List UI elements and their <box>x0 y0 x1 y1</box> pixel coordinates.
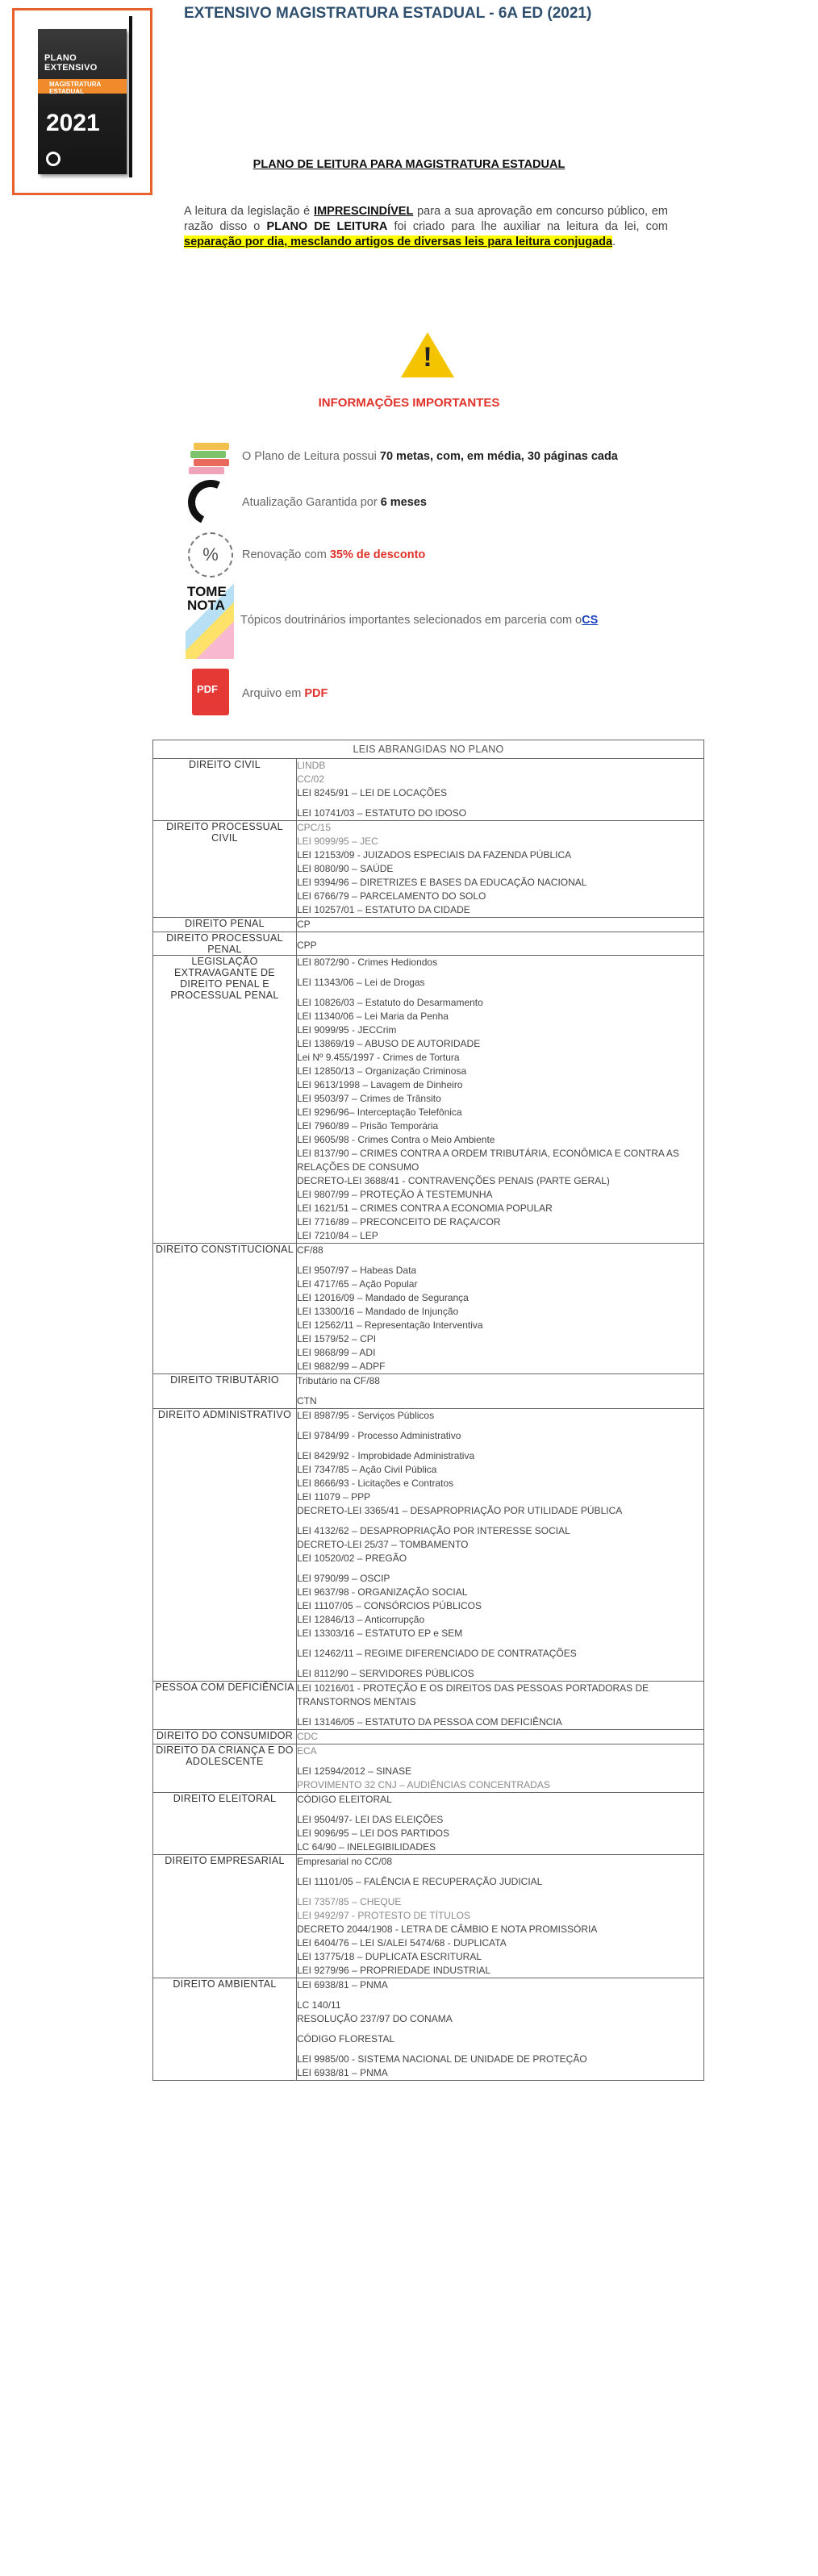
law-item: LEI 12850/13 – Organização Criminosa <box>297 1065 467 1077</box>
law-item: LEI 12594/2012 – SINASE <box>297 1765 412 1777</box>
law-item: LEI 6938/81 – PNMA <box>297 1979 388 1990</box>
law-item: LEI 4717/65 – Ação Popular <box>297 1278 418 1290</box>
law-item: LEI 9613/1998 – Lavagem de Dinheiro <box>297 1079 463 1090</box>
feature-emphasis: 35% de desconto <box>329 548 426 561</box>
law-item: LEI 7347/85 – Ação Civil Pública <box>297 1464 437 1475</box>
law-item: LEI 13303/16 – ESTATUTO EP e SEM <box>297 1628 463 1639</box>
law-item: Tributário na CF/88 <box>297 1375 380 1386</box>
law-item: RESOLUÇÃO 237/97 DO CONAMA <box>297 2013 453 2024</box>
cover-divider <box>129 16 132 177</box>
subject-cell: DIREITO CONSTITUCIONAL <box>153 1244 297 1374</box>
intro-emphasis: PLANO DE LEITURA <box>266 220 388 233</box>
law-item: DECRETO-LEI 3365/41 – DESAPROPRIAÇÃO POR UTILIDADE PÚBLICA <box>297 1505 623 1516</box>
subject-cell: PESSOA COM DEFICIÊNCIA <box>153 1682 297 1730</box>
table-row <box>153 1744 704 1793</box>
laws-cell <box>297 1409 704 1682</box>
law-item: LEI 6938/81 – PNMA <box>297 2067 388 2078</box>
law-item: LEI 11101/05 – FALÊNCIA E RECUPERAÇÃO JUDICIAL <box>297 1876 543 1887</box>
table-row <box>153 821 704 918</box>
laws-cell <box>297 1793 704 1855</box>
subject-cell: DIREITO PROCESSUAL PENAL <box>153 932 297 956</box>
table-row <box>153 1978 704 2081</box>
law-item: LEI 9099/95 – JEC <box>297 836 378 847</box>
law-item: LEI 11107/05 – CONSÓRCIOS PÚBLICOS <box>297 1600 482 1611</box>
intro-text: . <box>612 236 616 248</box>
cover-year: 2021 <box>46 110 100 136</box>
table-row <box>153 1409 704 1682</box>
laws-cell <box>297 1730 704 1744</box>
law-item: LEI 9868/99 – ADI <box>297 1347 376 1358</box>
laws-cell <box>297 1374 704 1409</box>
info-heading: INFORMAÇÕES IMPORTANTES <box>318 396 500 410</box>
law-item: LEI 12016/09 – Mandado de Segurança <box>297 1292 469 1303</box>
law-item: LEI 8429/92 - Improbidade Administrativa <box>297 1450 475 1461</box>
law-item: LEI 10741/03 – ESTATUTO DO IDOSO <box>297 807 467 819</box>
laws-cell <box>297 956 704 1244</box>
law-item: LEI 9784/99 - Processo Administrativo <box>297 1430 461 1441</box>
law-item: DECRETO-LEI 25/37 – TOMBAMENTO <box>297 1539 469 1550</box>
law-item: LEI 7716/89 – PRECONCEITO DE RAÇA/COR <box>297 1216 501 1228</box>
table-row <box>153 932 704 956</box>
law-item: LEI 12846/13 – Anticorrupção <box>297 1614 425 1625</box>
laws-table <box>152 740 704 2081</box>
table-row <box>153 1374 704 1409</box>
feature-emphasis: 6 meses <box>380 496 427 509</box>
law-item: LEI 7357/85 – CHEQUE <box>297 1896 402 1907</box>
law-item: LEI 9637/98 - ORGANIZAÇÃO SOCIAL <box>297 1586 468 1598</box>
pdf-icon <box>186 669 236 719</box>
law-item: LEI 11343/06 – Lei de Drogas <box>297 977 425 988</box>
law-item: LEI 4132/62 – DESAPROPRIAÇÃO POR INTERESSE SOCIAL <box>297 1525 570 1536</box>
feature-goals <box>186 431 618 481</box>
laws-cell <box>297 1744 704 1793</box>
table-row <box>153 1793 704 1855</box>
law-item: LEI 13300/16 – Mandado de Injunção <box>297 1306 459 1317</box>
law-item: LEI 13146/05 – ESTATUTO DA PESSOA COM DEFICIÊNCIA <box>297 1716 562 1728</box>
law-item: LINDB <box>297 760 326 771</box>
book-cover <box>38 29 127 174</box>
law-item: LEI 10257/01 – ESTATUTO DA CIDADE <box>297 904 470 915</box>
law-item: LEI 9279/96 – PROPRIEDADE INDUSTRIAL <box>297 1965 491 1976</box>
law-item: LEI 11079 – PPP <box>297 1491 371 1503</box>
law-item: LEI 1579/52 – CPI <box>297 1333 377 1344</box>
feature-renewal <box>186 530 425 580</box>
law-item: LEI 8080/90 – SAÚDE <box>297 863 394 874</box>
law-item: LEI 8137/90 – CRIMES CONTRA A ORDEM TRIBUTÁRIA, ECONÔMICA E CONTRA AS RELAÇÕES DE CONSUMO <box>297 1148 679 1173</box>
subject-cell: DIREITO ADMINISTRATIVO <box>153 1409 297 1682</box>
law-item: LEI 9807/99 – PROTEÇÃO À TESTEMUNHA <box>297 1189 493 1200</box>
laws-cell <box>297 1244 704 1374</box>
law-item: LEI 13775/18 – DUPLICATA ESCRITURAL <box>297 1951 482 1962</box>
law-item: LEI 9099/95 - JECCrim <box>297 1024 397 1036</box>
table-row <box>153 918 704 932</box>
law-item: LEI 8245/91 – LEI DE LOCAÇÕES <box>297 787 448 798</box>
plan-subtitle: PLANO DE LEITURA PARA MAGISTRATURA ESTADUAL <box>252 158 566 171</box>
law-item: LEI 9394/96 – DIRETRIZES E BASES DA EDUCAÇÃO NACIONAL <box>297 877 587 888</box>
laws-cell <box>297 918 704 932</box>
table-row <box>153 1855 704 1978</box>
laws-cell <box>297 1855 704 1978</box>
feature-pdf <box>186 669 328 719</box>
table-row <box>153 759 704 821</box>
law-item: LEI 10216/01 - PROTEÇÃO E OS DIREITOS DAS PESSOAS PORTADORAS DE TRANSTORNOS MENTAIS <box>297 1682 649 1707</box>
table-row <box>153 1682 704 1730</box>
law-item: LEI 7960/89 – Prisão Temporária <box>297 1120 439 1132</box>
law-item: CF/88 <box>297 1244 323 1256</box>
law-item: CPP <box>297 940 317 951</box>
intro-paragraph <box>184 204 668 250</box>
law-item: LEI 7210/84 – LEP <box>297 1230 378 1241</box>
feature-doctrine <box>186 581 598 659</box>
law-item: LEI 6766/79 – PARCELAMENTO DO SOLO <box>297 890 486 902</box>
law-item: PROVIMENTO 32 CNJ – AUDIÊNCIAS CONCENTRADAS <box>297 1779 550 1790</box>
subject-cell: LEGISLAÇÃO EXTRAVAGANTE DE DIREITO PENAL E PROCESSUAL PENAL <box>153 956 297 1244</box>
laws-cell <box>297 759 704 821</box>
sync-icon <box>186 477 236 527</box>
subject-cell: DIREITO ELEITORAL <box>153 1793 297 1855</box>
law-item: CPC/15 <box>297 822 332 833</box>
law-item: LEI 8987/95 - Serviços Públicos <box>297 1410 435 1421</box>
law-item: ECA <box>297 1745 317 1757</box>
law-item: LEI 9985/00 - SISTEMA NACIONAL DE UNIDADE DE PROTEÇÃO <box>297 2053 587 2065</box>
law-item: CÓDIGO FLORESTAL <box>297 2033 395 2045</box>
law-item: LC 140/11 <box>297 1999 341 2011</box>
law-item: LEI 10826/03 – Estatuto do Desarmamento <box>297 997 483 1008</box>
intro-emphasis: IMPRESCINDÍVEL <box>314 205 414 218</box>
table-header: LEIS ABRANGIDAS NO PLANO <box>153 740 704 759</box>
subject-cell: DIREITO DA CRIANÇA E DO ADOLESCENTE <box>153 1744 297 1793</box>
law-item: CP <box>297 919 311 930</box>
subject-cell: DIREITO TRIBUTÁRIO <box>153 1374 297 1409</box>
subject-cell: DIREITO EMPRESARIAL <box>153 1855 297 1978</box>
table-row <box>153 956 704 1244</box>
law-item: LEI 9507/97 – Habeas Data <box>297 1265 417 1276</box>
tome-nota-icon <box>186 581 234 659</box>
law-item: CDC <box>297 1731 318 1742</box>
subject-cell: DIREITO CIVIL <box>153 759 297 821</box>
table-row <box>153 1244 704 1374</box>
feature-text: Atualização Garantida por <box>242 496 378 509</box>
feature-text: Tópicos doutrinários importantes selecionados em parceria com o <box>240 614 582 627</box>
law-item: LEI 9296/96– Interceptação Telefônica <box>297 1107 462 1118</box>
feature-text: Renovação com <box>242 548 327 561</box>
law-item: CTN <box>297 1395 317 1407</box>
law-item: LC 64/90 – INELEGIBILIDADES <box>297 1841 436 1853</box>
law-item: LEI 9503/97 – Crimes de Trânsito <box>297 1093 441 1104</box>
law-item: LEI 12153/09 - JUIZADOS ESPECIAIS DA FAZENDA PÚBLICA <box>297 849 572 861</box>
subject-cell: DIREITO PENAL <box>153 918 297 932</box>
law-item: LEI 10520/02 – PREGÃO <box>297 1553 407 1564</box>
laws-cell <box>297 932 704 956</box>
law-item: LEI 8112/90 – SERVIDORES PÚBLICOS <box>297 1668 474 1679</box>
law-item: LEI 9790/99 – OSCIP <box>297 1573 390 1584</box>
intro-text: para a sua aprovação em concurso público, em razão disso o <box>184 205 668 233</box>
feature-emphasis: 70 metas, com, em média, 30 páginas cada <box>379 450 618 463</box>
cover-line2: MAGISTRATURA ESTADUAL <box>49 81 101 95</box>
table-row <box>153 1730 704 1744</box>
feature-update <box>186 477 427 527</box>
laws-cell <box>297 1682 704 1730</box>
law-item: Empresarial no CC/08 <box>297 1856 393 1867</box>
law-item: LEI 9605/98 - Crimes Contra o Meio Ambiente <box>297 1134 495 1145</box>
law-item: LEI 9492/97 - PROTESTO DE TÍTULOS <box>297 1910 470 1921</box>
laws-cell <box>297 1978 704 2081</box>
cover-line1: PLANO EXTENSIVO <box>44 53 98 73</box>
laws-cell <box>297 821 704 918</box>
intro-highlight: separação por dia, mesclando artigos de diversas leis para leitura conjugada <box>184 236 613 248</box>
books-icon <box>186 431 236 481</box>
feature-text: O Plano de Leitura possui <box>242 450 377 463</box>
law-item: LEI 6404/76 – LEI S/ALEI 5474/68 - DUPLICATA <box>297 1937 507 1949</box>
discount-icon: % <box>186 530 236 580</box>
law-item: LEI 11340/06 – Lei Maria da Penha <box>297 1011 449 1022</box>
law-item: LEI 13869/19 – ABUSO DE AUTORIDADE <box>297 1038 481 1049</box>
pdf-icon-label: PDF <box>197 683 218 695</box>
feature-text: Arquivo em <box>242 687 302 700</box>
law-item: LEI 1621/51 – CRIMES CONTRA A ECONOMIA POPULAR <box>297 1203 553 1214</box>
intro-text: A leitura da legislação é <box>184 205 315 218</box>
law-item: LEI 9504/97- LEI DAS ELEIÇÕES <box>297 1814 444 1825</box>
subject-cell: DIREITO AMBIENTAL <box>153 1978 297 2081</box>
law-item: LEI 8072/90 - Crimes Hediondos <box>297 957 438 968</box>
law-item: LEI 9096/95 – LEI DOS PARTIDOS <box>297 1828 449 1839</box>
law-item: CÓDIGO ELEITORAL <box>297 1794 392 1805</box>
feature-emphasis: PDF <box>304 687 328 700</box>
subject-cell: DIREITO PROCESSUAL CIVIL <box>153 821 297 918</box>
subject-cell: DIREITO DO CONSUMIDOR <box>153 1730 297 1744</box>
law-item: LEI 8666/93 - Licitações e Contratos <box>297 1478 454 1489</box>
law-item: CC/02 <box>297 773 325 785</box>
intro-text: foi criado para lhe auxiliar na leitura da lei, com <box>387 220 669 233</box>
tome-nota-label: TOME NOTA <box>187 584 227 613</box>
law-item: DECRETO-LEI 3688/41 - CONTRAVENÇÕES PENAIS (PARTE GERAL) <box>297 1175 610 1186</box>
law-item: LEI 12462/11 – REGIME DIFERENCIADO DE CONTRATAÇÕES <box>297 1648 577 1659</box>
law-item: LEI 9882/99 – ADPF <box>297 1361 386 1372</box>
law-item: Lei Nº 9.455/1997 - Crimes de Tortura <box>297 1052 460 1063</box>
law-item: DECRETO 2044/1908 - LETRA DE CÂMBIO E NOTA PROMISSÓRIA <box>297 1924 598 1935</box>
cs-link[interactable]: CS <box>582 614 599 627</box>
page-title: EXTENSIVO MAGISTRATURA ESTADUAL - 6A ED (2021) <box>184 5 592 22</box>
law-item: LEI 12562/11 – Representação Interventiva <box>297 1319 483 1331</box>
warning-mark: ! <box>423 342 432 373</box>
